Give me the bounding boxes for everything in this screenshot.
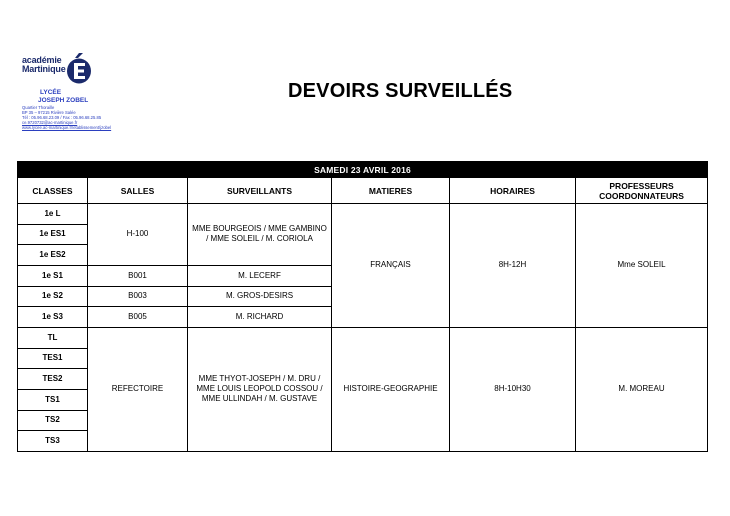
class-cell: 1e S2 [18, 286, 88, 307]
column-header-horaires: HORAIRES [450, 178, 576, 204]
academie-logo [22, 52, 142, 84]
class-cell: 1e ES1 [18, 224, 88, 245]
surveillants-cell: M. RICHARD [188, 307, 332, 328]
professeur-cell: Mme SOLEIL [576, 204, 708, 328]
academie-wordmark [22, 56, 66, 74]
horaire-cell: 8H-12H [450, 204, 576, 328]
surveillants-cell: MME THYOT-JOSEPH / M. DRU / MME LOUIS LEOPOLD COSSOU / MME ULLINDAH / M. GUSTAVE [188, 327, 332, 451]
salle-cell: REFECTOIRE [88, 327, 188, 451]
salle-cell: B001 [88, 265, 188, 286]
matiere-cell: HISTOIRE-GEOGRAPHIE [332, 327, 450, 451]
address-line: Quartier Thoraille [22, 105, 55, 110]
matiere-cell: FRANÇAIS [332, 204, 450, 328]
surveillants-cell: MME BOURGEOIS / MME GAMBINO / MME SOLEIL / M. CORIOLA [188, 204, 332, 266]
academie-line2: Martinique [22, 64, 66, 74]
class-cell: TES1 [18, 348, 88, 369]
column-header-classes: CLASSES [18, 178, 88, 204]
class-cell: TS3 [18, 431, 88, 452]
class-cell: 1e ES2 [18, 245, 88, 266]
class-cell: TL [18, 327, 88, 348]
surveillants-cell: M. GROS-DESIRS [188, 286, 332, 307]
class-cell: TS1 [18, 389, 88, 410]
page-title: DEVOIRS SURVEILLÉS [288, 80, 513, 102]
academie-line1: académie [22, 55, 62, 65]
address-line: BP 35 – 97215 Rivière Salée [22, 110, 76, 115]
class-cell: TES2 [18, 369, 88, 390]
column-header-surveillants: SURVEILLANTS [188, 178, 332, 204]
academie-e-logo-icon [66, 52, 92, 84]
phone-fax-line: Tél : 05.96.68.23.09 / Fax : 05.96.68.25.85 [22, 115, 102, 120]
surveillants-cell: M. LECERF [188, 265, 332, 286]
column-header-salles: SALLES [88, 178, 188, 204]
email-link[interactable]: ce.9720732@ac-martinique.fr [22, 120, 78, 125]
column-header-professeurs: PROFESSEURS COORDONNATEURS [576, 178, 708, 204]
salle-cell: H-100 [88, 204, 188, 266]
class-cell: 1e L [18, 204, 88, 225]
column-header-row [18, 178, 708, 204]
class-cell: 1e S1 [18, 265, 88, 286]
exam-schedule-table [17, 161, 708, 452]
school-name: JOSEPH ZOBEL [38, 97, 89, 104]
horaire-cell: 8H-10H30 [450, 327, 576, 451]
salle-cell: B005 [88, 307, 188, 328]
professeur-cell: M. MOREAU [576, 327, 708, 451]
website-link[interactable]: www.lycee.ac-martinique.fr/etablissement/jzobel [22, 125, 112, 130]
salle-cell: B003 [88, 286, 188, 307]
date-header-row [18, 162, 708, 178]
class-cell: 1e S3 [18, 307, 88, 328]
school-type: LYCÉE [40, 89, 62, 96]
school-header [22, 52, 142, 130]
table-row [18, 327, 708, 348]
exam-date: SAMEDI 23 AVRIL 2016 [18, 162, 708, 178]
class-cell: TS2 [18, 410, 88, 431]
table-row [18, 204, 708, 225]
column-header-matieres: MATIERES [332, 178, 450, 204]
